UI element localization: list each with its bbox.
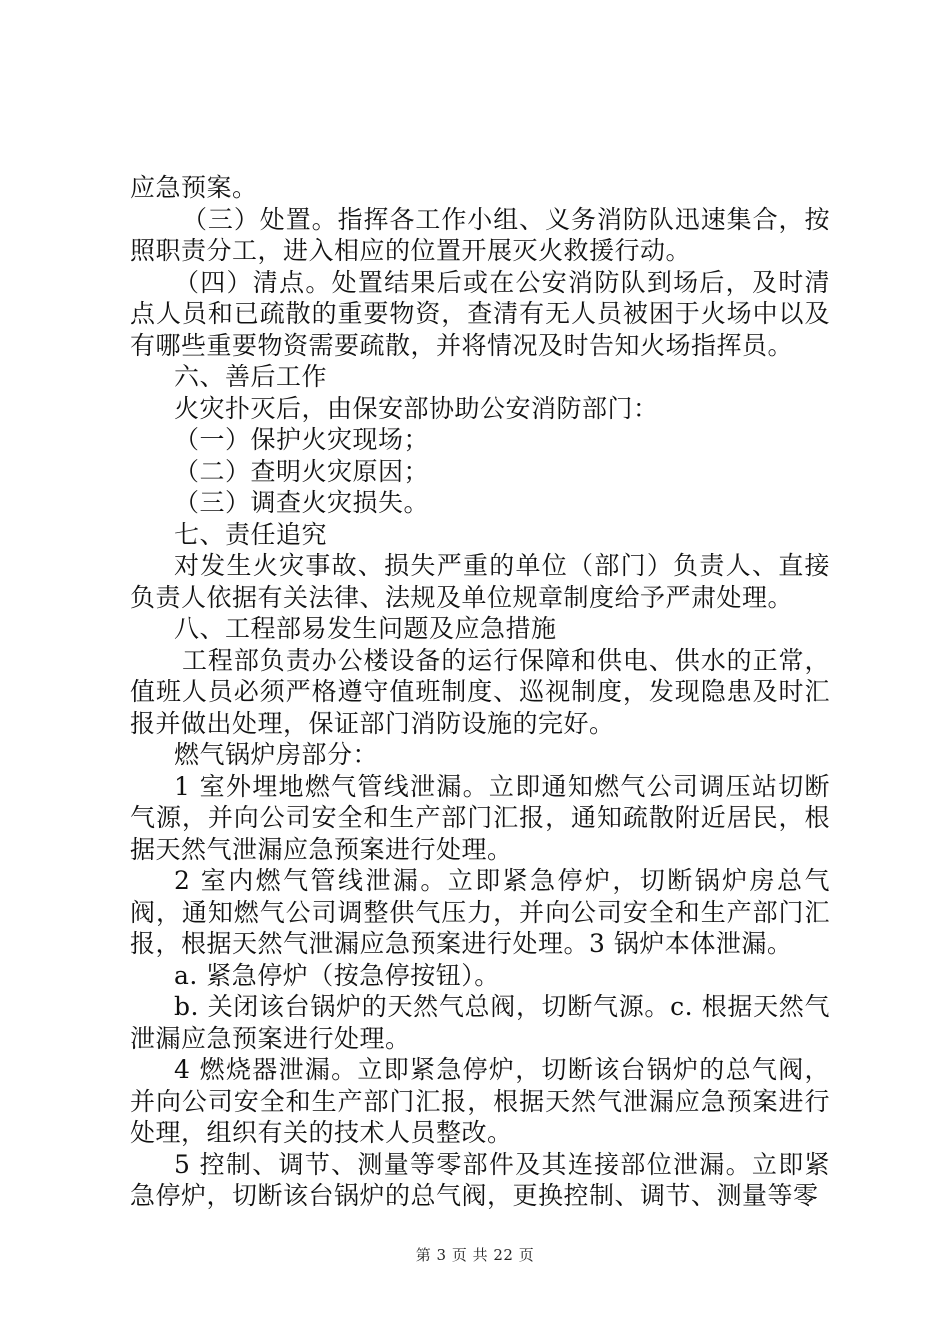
paragraph: 火灾扑灭后，由保安部协助公安消防部门： bbox=[174, 393, 659, 423]
paragraph: 应急预案。 bbox=[130, 173, 258, 202]
list-item: （一）保护火灾现场； bbox=[174, 425, 430, 454]
paragraph: 对发生火灾事故、损失严重的单位（部门）负责人、直接负责人依据有关法律、法规及单位规章制度给予严肃处理。 bbox=[130, 551, 830, 612]
paragraph: （三）处置。指挥各工作小组、义务消防队迅速集合，按照职责分工，进入相应的位置开展灭火救援行动。 bbox=[130, 204, 830, 265]
paragraph: 1 室外埋地燃气管线泄漏。立即通知燃气公司调压站切断气源，并向公司安全和生产部门汇报，通知疏散附近居民，根据天然气泄漏应急预案进行处理。 bbox=[130, 771, 830, 864]
section-heading: 八、工程部易发生问题及应急措施 bbox=[174, 614, 557, 643]
list-item: a. 紧急停炉（按急停按钮）。 bbox=[174, 960, 500, 990]
paragraph: （四）清点。处置结果后或在公安消防队到场后，及时清点人员和已疏散的重要物资，查清有无人员被困于火场中以及有哪些重要物资需要疏散，并将情况及时告知火场指挥员。 bbox=[130, 267, 830, 360]
section-heading: 七、责任追究 bbox=[174, 519, 328, 549]
paragraph: 5 控制、调节、测量等零部件及其连接部位泄漏。立即紧急停炉，切断该台锅炉的总气阀，更换控制、调节、测量等零 bbox=[130, 1149, 830, 1210]
list-item: （三）调查火灾损失。 bbox=[174, 488, 430, 517]
paragraph: 4 燃烧器泄漏。立即紧急停炉，切断该台锅炉的总气阀，并向公司安全和生产部门汇报，根据天然气泄漏应急预案进行处理，组织有关的技术人员整改。 bbox=[130, 1055, 830, 1147]
section-heading: 六、善后工作 bbox=[174, 362, 328, 391]
list-item: （二）查明火灾原因； bbox=[174, 456, 430, 486]
list-item: b. 关闭该台锅炉的天然气总阀，切断气源。c. 根据天然气泄漏应急预案进行处理。 bbox=[130, 992, 830, 1053]
page-footer: 第 3 页 共 22 页 bbox=[415, 1246, 535, 1264]
paragraph: 工程部负责办公楼设备的运行保障和供电、供水的正常，值班人员必须严格遵守值班制度、巡视制度，发现隐患及时汇报并做出处理，保证部门消防设施的完好。 bbox=[130, 645, 830, 738]
document-body bbox=[130, 172, 830, 1212]
paragraph: 燃气锅炉房部分： bbox=[174, 740, 379, 769]
paragraph: 2 室内燃气管线泄漏。立即紧急停炉，切断锅炉房总气阀，通知燃气公司调整供气压力，并向公司安全和生产部门汇报，根据天然气泄漏应急预案进行处理。3 锅炉本体泄漏。 bbox=[130, 866, 830, 958]
